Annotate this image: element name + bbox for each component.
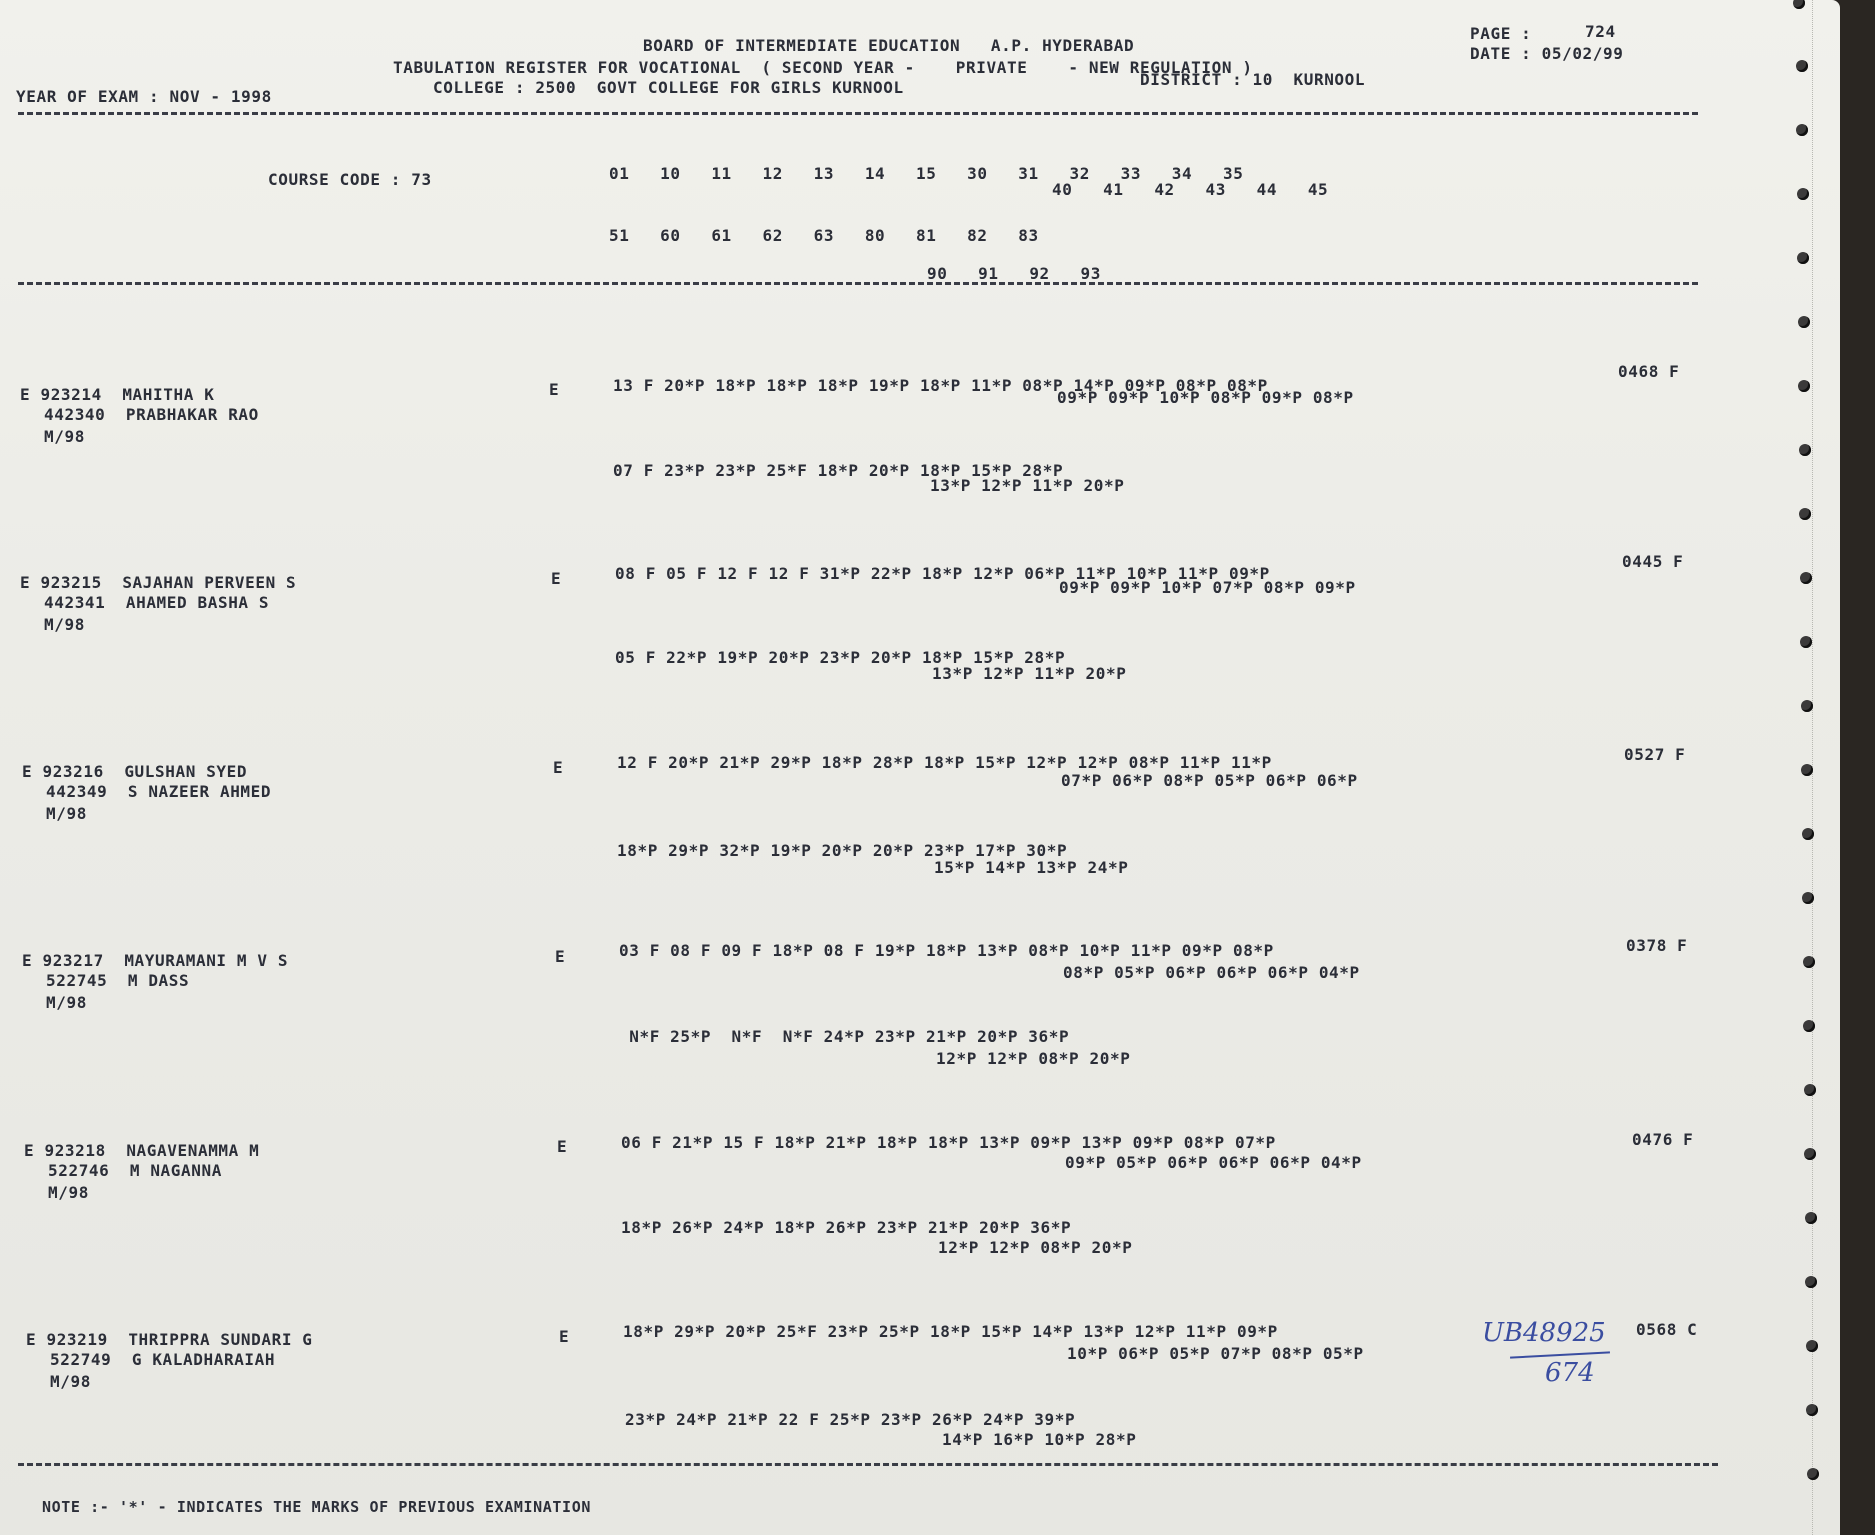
roll-and-name: E 923219 THRIPPRA SUNDARI G: [26, 1330, 313, 1349]
father-name: 442340 PRABHAKAR RAO: [44, 405, 259, 424]
feed-hole: [1807, 1468, 1819, 1480]
footnote: NOTE :- '*' - INDICATES THE MARKS OF PREVIOUS EXAMINATION: [42, 1498, 591, 1516]
grand-total: 0468 F: [1618, 362, 1680, 381]
feed-hole: [1799, 508, 1811, 520]
marks-row1b: 09*P 09*P 10*P 08*P 09*P 08*P: [1057, 388, 1354, 407]
marks-row2: 05 F 22*P 19*P 20*P 23*P 20*P 18*P 15*P 28*P: [615, 648, 1066, 667]
print-date: DATE : 05/02/99: [1470, 44, 1624, 63]
marks-row2: 07 F 23*P 23*P 25*F 18*P 20*P 18*P 15*P 28*P: [613, 461, 1064, 480]
roll-and-name: E 923214 MAHITHA K: [20, 385, 215, 404]
medium: E: [551, 569, 562, 588]
year-of-exam: YEAR OF EXAM : NOV - 1998: [16, 87, 272, 106]
feed-hole: [1802, 892, 1814, 904]
marks-row2: 18*P 26*P 24*P 18*P 26*P 23*P 21*P 20*P 36*P: [621, 1218, 1072, 1237]
father-name: 522745 M DASS: [46, 971, 190, 990]
feed-hole: [1806, 1404, 1818, 1416]
grand-total: 0476 F: [1632, 1130, 1694, 1149]
exam-session: M/98: [48, 1183, 89, 1202]
course-code: COURSE CODE : 73: [268, 170, 432, 189]
page-number: 724: [1585, 22, 1616, 41]
exam-session: M/98: [50, 1372, 91, 1391]
marks-row2: 23*P 24*P 21*P 22 F 25*P 23*P 26*P 24*P 39*P: [625, 1410, 1076, 1429]
marks-row1b: 08*P 05*P 06*P 06*P 06*P 04*P: [1063, 963, 1360, 982]
subject-codes-row1: 01 10 11 12 13 14 15 30 31 32 33 34 35: [609, 164, 1244, 183]
subject-codes-row3: 90 91 92 93: [927, 264, 1101, 283]
feed-hole: [1799, 444, 1811, 456]
feed-hole: [1802, 828, 1814, 840]
subject-codes-row1b: 40 41 42 43 44 45: [1052, 180, 1329, 199]
medium: E: [553, 758, 564, 777]
father-name: 522746 M NAGANNA: [48, 1161, 222, 1180]
feed-hole: [1798, 316, 1810, 328]
marks-row1: 06 F 21*P 15 F 18*P 21*P 18*P 18*P 13*P 09*P 13*P 09*P 08*P 07*P: [621, 1133, 1276, 1152]
medium: E: [559, 1327, 570, 1346]
feed-hole: [1797, 252, 1809, 264]
feed-hole: [1796, 60, 1808, 72]
feed-hole: [1803, 1020, 1815, 1032]
feed-hole: [1798, 380, 1810, 392]
feed-hole: [1800, 572, 1812, 584]
marks-row1: 03 F 08 F 09 F 18*P 08 F 19*P 18*P 13*P 08*P 10*P 11*P 09*P 08*P: [619, 941, 1274, 960]
feed-hole: [1805, 1276, 1817, 1288]
marks-row2b: 12*P 12*P 08*P 20*P: [938, 1238, 1133, 1257]
marks-row1b: 10*P 06*P 05*P 07*P 08*P 05*P: [1067, 1344, 1364, 1363]
marks-row2b: 14*P 16*P 10*P 28*P: [942, 1430, 1137, 1449]
roll-and-name: E 923216 GULSHAN SYED: [22, 762, 248, 781]
grand-total: 0527 F: [1624, 745, 1686, 764]
handwritten-number: UB48925: [1482, 1318, 1606, 1348]
medium: E: [557, 1137, 568, 1156]
feed-hole: [1803, 956, 1815, 968]
register-title: TABULATION REGISTER FOR VOCATIONAL ( SECOND YEAR - PRIVATE - NEW REGULATION ): [393, 58, 1253, 77]
grand-total: 0568 C: [1636, 1320, 1698, 1339]
feed-hole: [1801, 700, 1813, 712]
separator-bottom: [18, 1463, 1718, 1466]
board-title: BOARD OF INTERMEDIATE EDUCATION A.P. HYDERABAD: [643, 36, 1135, 55]
feed-hole: [1797, 188, 1809, 200]
marks-row1: 13 F 20*P 18*P 18*P 18*P 19*P 18*P 11*P 08*P 14*P 09*P 08*P 08*P: [613, 376, 1268, 395]
marks-row2b: 15*P 14*P 13*P 24*P: [934, 858, 1129, 877]
marks-row1b: 09*P 05*P 06*P 06*P 06*P 04*P: [1065, 1153, 1362, 1172]
roll-and-name: E 923215 SAJAHAN PERVEEN S: [20, 573, 297, 592]
father-name: 442341 AHAMED BASHA S: [44, 593, 270, 612]
marks-row2: 18*P 29*P 32*P 19*P 20*P 20*P 23*P 17*P 30*P: [617, 841, 1068, 860]
marks-row1b: 07*P 06*P 08*P 05*P 06*P 06*P: [1061, 771, 1358, 790]
exam-session: M/98: [44, 615, 85, 634]
father-name: 442349 S NAZEER AHMED: [46, 782, 272, 801]
grand-total: 0445 F: [1622, 552, 1684, 571]
feed-hole: [1804, 1148, 1816, 1160]
marks-row2b: 13*P 12*P 11*P 20*P: [932, 664, 1127, 683]
feed-hole: [1800, 636, 1812, 648]
exam-session: M/98: [44, 427, 85, 446]
roll-and-name: E 923217 MAYURAMANI M V S: [22, 951, 289, 970]
exam-session: M/98: [46, 804, 87, 823]
marks-row1: 12 F 20*P 21*P 29*P 18*P 28*P 18*P 15*P 12*P 12*P 08*P 11*P 11*P: [617, 753, 1272, 772]
handwritten-number-bottom: 674: [1545, 1358, 1595, 1388]
feed-hole: [1806, 1340, 1818, 1352]
feed-hole: [1804, 1084, 1816, 1096]
college-name: COLLEGE : 2500 GOVT COLLEGE FOR GIRLS KURNOOL: [433, 78, 904, 97]
exam-session: M/98: [46, 993, 87, 1012]
medium: E: [555, 947, 566, 966]
marks-row1b: 09*P 09*P 10*P 07*P 08*P 09*P: [1059, 578, 1356, 597]
district-name: DISTRICT : 10 KURNOOL: [1140, 70, 1366, 89]
marks-row1: 08 F 05 F 12 F 12 F 31*P 22*P 18*P 12*P 06*P 11*P 10*P 11*P 09*P: [615, 564, 1270, 583]
roll-and-name: E 923218 NAGAVENAMMA M: [24, 1141, 260, 1160]
page-label: PAGE :: [1470, 24, 1532, 43]
marks-row2: N*F 25*P N*F N*F 24*P 23*P 21*P 20*P 36*P: [619, 1027, 1070, 1046]
subject-codes-row2: 51 60 61 62 63 80 81 82 83: [609, 226, 1039, 245]
separator-top: [18, 112, 1698, 115]
medium: E: [549, 380, 560, 399]
father-name: 522749 G KALADHARAIAH: [50, 1350, 276, 1369]
marks-row1: 18*P 29*P 20*P 25*F 23*P 25*P 18*P 15*P 14*P 13*P 12*P 11*P 09*P: [623, 1322, 1278, 1341]
feed-hole: [1796, 124, 1808, 136]
feed-hole: [1793, 0, 1805, 9]
feed-hole: [1805, 1212, 1817, 1224]
separator-course: [18, 282, 1698, 285]
marks-row2b: 12*P 12*P 08*P 20*P: [936, 1049, 1131, 1068]
feed-hole: [1801, 764, 1813, 776]
grand-total: 0378 F: [1626, 936, 1688, 955]
marks-row2b: 13*P 12*P 11*P 20*P: [930, 476, 1125, 495]
